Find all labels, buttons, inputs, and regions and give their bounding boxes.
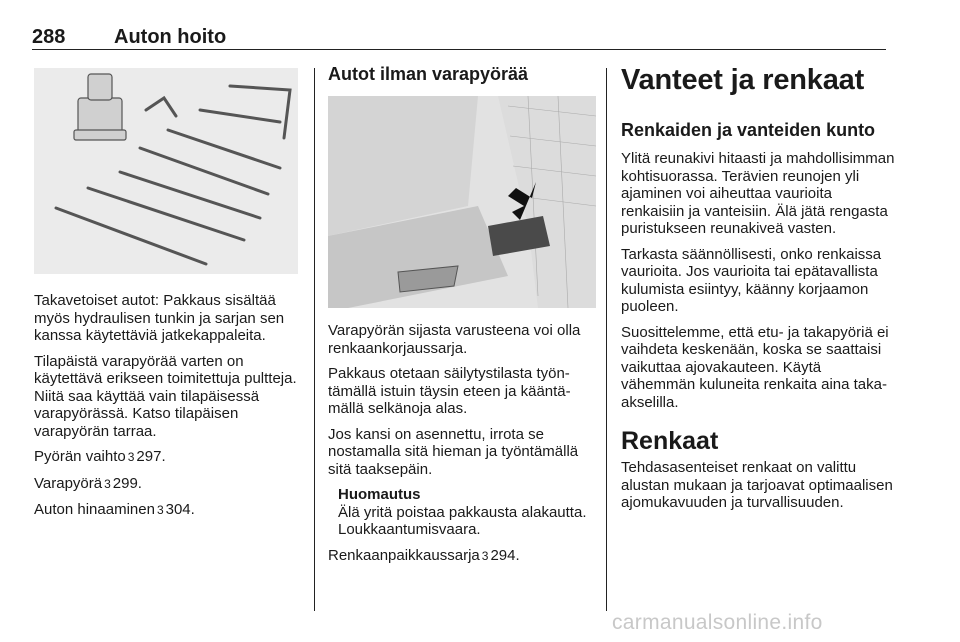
cross-reference[interactable] — [34, 475, 306, 494]
paragraph: Tilapäistä varapyörää varten on käytettävä erikseen toimitettuja pultteja. Niitä saa käyttää vain tilapäisessä varapyörässä. Katso tilapäisen varapyörän tarraa. — [34, 352, 297, 440]
section-heading: Autot ilman varapyörää — [328, 64, 529, 84]
page-reference-icon: 3 — [481, 548, 489, 563]
reference-text: Auton hinaaminen — [34, 501, 155, 518]
column-divider-1 — [314, 68, 315, 611]
reference-page: 294. — [490, 546, 520, 564]
left-column — [34, 292, 306, 528]
seat-storage-illustration — [328, 96, 596, 308]
tool-kit-illustration — [34, 68, 298, 274]
paragraph: Suosittelemme, että etu- ja takapyöriä ei vaihdeta keskenään, koska se saattaisi vaikuttaa ajovakauteen. Käytä vähemmän kuluneita renkaita aina taka-akselilla. — [621, 323, 889, 411]
section-heading: Renkaat — [621, 427, 719, 455]
reference-page: 297. — [136, 448, 166, 465]
reference-page: 299. — [112, 474, 142, 492]
paragraph: Tarkasta säännöllisesti, onko renkaissa vaurioita. Jos vaurioita tai epätavallista kulumista esiintyy, käänny korjaamon puoleen. — [621, 245, 882, 315]
note-title: Huomautus — [338, 486, 421, 503]
reference-text: Varapyörä — [34, 474, 103, 492]
page-number: 288 — [32, 26, 66, 48]
column-divider-2 — [606, 68, 607, 611]
paragraph: Varapyörän sijasta varusteena voi olla renkaankorjaussarja. — [328, 322, 581, 357]
page-reference-icon: 3 — [156, 503, 164, 517]
paragraph: Tehdasasenteiset renkaat on valittu alustan mukaan ja tarjoavat optimaalisen ajomukavuuden ja turvallisuuden. — [621, 459, 893, 511]
page-header — [32, 26, 884, 50]
chapter-heading: Vanteet ja renkaat — [621, 64, 865, 96]
cross-reference[interactable] — [328, 547, 596, 566]
cross-reference[interactable] — [34, 501, 306, 520]
paragraph: Pakkaus otetaan säilytystilasta työntämällä istuin täysin eteen ja kääntämällä selkänoja alas. — [328, 365, 571, 417]
right-column — [621, 150, 896, 520]
page-reference-icon: 3 — [127, 450, 135, 464]
reference-page: 304. — [165, 501, 195, 518]
note-box — [338, 486, 596, 539]
paragraph: Takavetoiset autot: Pakkaus sisältää myös hydraulisen tunkin ja sarjan sen kanssa käytettäviä jatkekappaleita. — [34, 292, 285, 344]
header-rule — [32, 49, 886, 50]
paragraph: Jos kansi on asennettu, irrota se nostamalla sitä hieman ja työntämällä sitä taaksepäin. — [328, 425, 579, 478]
middle-column — [328, 322, 596, 573]
reference-text: Renkaanpaikkaussarja — [328, 546, 480, 564]
note-body: Älä yritä poistaa pakkausta alakautta. Loukkaantumisvaara. — [338, 503, 587, 538]
section-title: Auton hoito — [114, 26, 227, 48]
paragraph: Ylitä reunakivi hitaasti ja mahdollisimman kohtisuorassa. Terävien reunojen yli ajaminen voi aiheuttaa vaurioita renkaisiin ja vanteisiin. Älä jätä rengasta puristukseen reunakiveä vasten. — [621, 150, 895, 237]
page-reference-icon: 3 — [104, 476, 111, 491]
reference-text: Pyörän vaihto — [34, 448, 126, 465]
watermark: carmanualsonline.info — [612, 611, 823, 634]
cross-reference[interactable] — [34, 448, 306, 467]
subsection-heading: Renkaiden ja vanteiden kunto — [621, 120, 876, 140]
